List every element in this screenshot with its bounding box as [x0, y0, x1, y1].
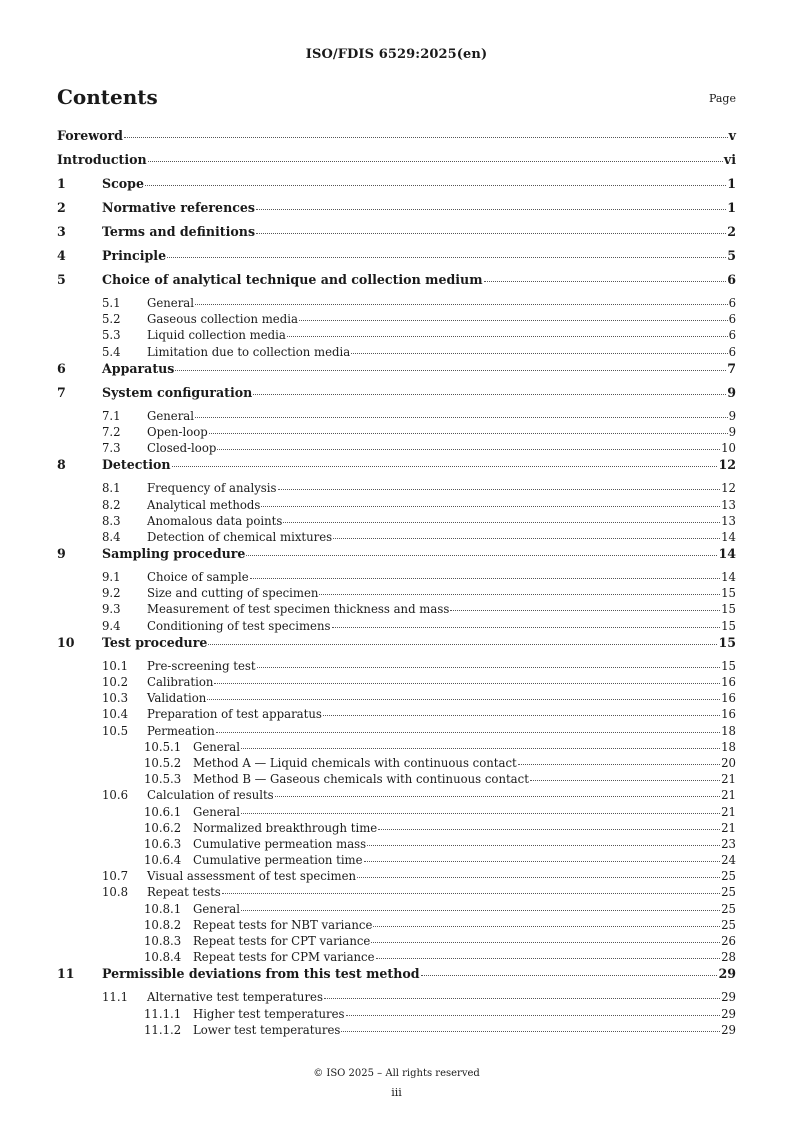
toc-entry-number: 5.3 [102, 328, 121, 343]
toc-entry-page: 29 [721, 1022, 736, 1037]
toc-entry-number: 10.8.2 [144, 917, 182, 932]
toc-entry-page: 29 [721, 1006, 736, 1021]
toc-entry[interactable] [57, 805, 736, 821]
toc-entry-title: Scope [102, 176, 144, 191]
toc-entry-page: 5 [727, 248, 736, 263]
toc-entry-page: 10 [721, 441, 736, 456]
toc-entry-title: Alternative test temperatures [147, 990, 323, 1005]
toc-entry[interactable] [57, 457, 736, 481]
toc-entry-title: General [193, 901, 240, 916]
toc-entry-page: 15 [718, 634, 736, 650]
toc-entry-number: 10.1 [102, 658, 129, 673]
toc-entry-number: 11 [57, 966, 75, 982]
dot-leader [367, 844, 720, 846]
toc-entry-number: 11.1 [102, 990, 129, 1005]
toc-entry[interactable] [57, 966, 736, 990]
toc-entry-number: 8.1 [102, 481, 121, 496]
toc-entry-number: 6 [57, 360, 66, 376]
toc-entry-page: 21 [721, 804, 736, 819]
dot-leader [275, 795, 720, 797]
toc-entry-number: 10.8.1 [144, 901, 182, 916]
toc-entry-title: Measurement of test specimen thickness and mass [147, 602, 450, 617]
toc-entry-title: General [193, 739, 240, 754]
toc-entry-number: 8.4 [102, 529, 121, 544]
toc-entry[interactable] [57, 530, 736, 546]
dot-leader [195, 416, 728, 418]
dot-leader [253, 393, 726, 395]
toc-entry[interactable] [57, 990, 736, 1006]
dot-leader [222, 892, 720, 894]
dot-leader [175, 369, 726, 371]
toc-entry-title: Permeation [147, 723, 215, 738]
dot-leader [256, 208, 726, 210]
dot-leader [246, 554, 717, 556]
table-of-contents [57, 128, 736, 1039]
toc-entry[interactable] [57, 481, 736, 497]
toc-entry-page: 15 [721, 602, 736, 617]
toc-entry[interactable] [57, 312, 736, 328]
toc-entry-page: 14 [721, 529, 736, 544]
dot-leader [148, 160, 723, 162]
toc-entry-page: 14 [718, 546, 736, 562]
toc-entry-page: 12 [721, 481, 736, 496]
toc-entry-number: 10 [57, 634, 75, 650]
dot-leader [208, 643, 717, 645]
toc-entry-title: Lower test temperatures [193, 1022, 341, 1037]
toc-entry-title: Pre-screening test [147, 658, 256, 673]
dot-leader [346, 1014, 721, 1016]
toc-entry-title: Normalized breakthrough time [193, 820, 378, 835]
document-id-header: ISO/FDIS 6529:2025(en) [305, 47, 488, 62]
dot-leader [283, 521, 720, 523]
toc-entry-page: 15 [721, 658, 736, 673]
dot-leader [241, 747, 720, 749]
toc-entry-number: 5 [57, 272, 66, 287]
toc-entry-page: 26 [721, 934, 736, 948]
toc-entry-title: Repeat tests for NBT variance [193, 917, 373, 932]
toc-entry[interactable] [57, 328, 736, 344]
toc-entry[interactable] [57, 1023, 736, 1039]
toc-entry-page: 9 [727, 384, 736, 400]
toc-entry-number: 10.6.4 [144, 853, 182, 868]
toc-entry[interactable] [57, 128, 736, 152]
toc-entry[interactable] [57, 853, 736, 869]
toc-entry[interactable] [57, 821, 736, 837]
toc-entry-number: 9.3 [102, 602, 121, 617]
toc-entry-page: 25 [721, 885, 736, 900]
dot-leader [373, 925, 720, 927]
toc-entry-number: 9.1 [102, 570, 121, 585]
dot-leader [241, 812, 720, 814]
toc-entry-number: 10.2 [102, 675, 129, 689]
toc-entry-number: 7 [57, 384, 66, 400]
toc-entry-title: Frequency of analysis [147, 481, 277, 496]
toc-entry-title: Normative references [102, 200, 256, 215]
dot-leader [145, 184, 726, 186]
toc-entry-page: 29 [718, 966, 736, 982]
toc-entry-page: 16 [721, 691, 736, 706]
dot-leader [299, 319, 728, 321]
toc-entry-title: Choice of sample [147, 570, 249, 585]
dot-leader [214, 682, 720, 684]
toc-entry-page: 9 [728, 424, 736, 439]
toc-entry-title: Detection of chemical mixtures [147, 529, 333, 544]
dot-leader [172, 465, 718, 467]
toc-entry[interactable] [57, 409, 736, 425]
toc-entry[interactable] [57, 224, 736, 248]
toc-entry-page: 25 [721, 901, 736, 916]
dot-leader [421, 974, 718, 976]
toc-entry[interactable] [57, 385, 736, 409]
dot-leader [484, 280, 727, 282]
toc-entry-page: 15 [721, 586, 736, 601]
toc-entry-page: 24 [721, 853, 736, 868]
toc-entry-page: 6 [728, 344, 736, 359]
toc-entry-title: Limitation due to collection media [147, 344, 351, 359]
page-title: Contents [57, 85, 158, 109]
toc-entry[interactable] [57, 675, 736, 691]
toc-entry-title: Repeat tests for CPM variance [193, 950, 375, 965]
toc-entry-title: General [147, 296, 194, 310]
toc-entry-title: General [193, 804, 240, 819]
toc-entry[interactable] [57, 837, 736, 853]
toc-entry-title: Detection [102, 457, 171, 473]
toc-entry[interactable] [57, 272, 736, 296]
toc-entry-number: 5.1 [102, 296, 121, 310]
toc-entry-number: 10.6.3 [144, 836, 182, 851]
toc-entry-page: 16 [721, 675, 736, 689]
toc-entry[interactable] [57, 570, 736, 586]
dot-leader [278, 488, 721, 490]
dot-leader [256, 232, 726, 234]
toc-entry-page: vi [723, 152, 736, 167]
toc-entry[interactable] [57, 296, 736, 312]
toc-entry[interactable] [57, 586, 736, 602]
dot-leader [530, 779, 720, 781]
dot-leader [319, 593, 720, 595]
toc-entry-title: Permissible deviations from this test method [102, 966, 420, 982]
dot-leader [167, 256, 726, 258]
dot-leader [323, 714, 720, 716]
toc-entry-number: 10.8 [102, 885, 129, 900]
dot-leader [376, 957, 721, 959]
toc-entry-number: 10.3 [102, 691, 129, 706]
dot-leader [257, 666, 721, 668]
toc-entry-title: Method A — Liquid chemicals with continuous contact [193, 755, 517, 770]
toc-entry[interactable] [57, 724, 736, 740]
toc-entry-number: 10.5.1 [144, 739, 182, 754]
toc-entry-title: Anomalous data points [147, 513, 283, 528]
toc-entry-title: Liquid collection media [147, 328, 286, 343]
toc-entry-number: 5.2 [102, 312, 121, 327]
toc-entry-number: 5.4 [102, 344, 121, 359]
toc-entry[interactable] [57, 498, 736, 514]
toc-entry-title: Conditioning of test specimens [147, 618, 331, 633]
toc-entry-page: 6 [728, 328, 736, 343]
toc-entry[interactable] [57, 441, 736, 457]
toc-entry[interactable] [57, 200, 736, 224]
toc-entry[interactable] [57, 425, 736, 441]
toc-entry-page: 23 [721, 836, 736, 851]
toc-entry[interactable] [57, 740, 736, 756]
toc-entry-number: 10.8.3 [144, 934, 182, 948]
toc-entry-title: Method B — Gaseous chemicals with continuous contact [193, 772, 529, 787]
toc-entry-title: Gaseous collection media [147, 312, 298, 327]
toc-entry-title: Visual assessment of test specimen [147, 869, 357, 884]
toc-entry[interactable] [57, 361, 736, 385]
toc-entry[interactable] [57, 934, 736, 950]
toc-entry-page: 7 [727, 360, 736, 376]
dot-leader [287, 335, 728, 337]
toc-entry-number: 9 [57, 546, 66, 562]
toc-entry-title: Size and cutting of specimen [147, 586, 319, 601]
toc-entry-number: 11.1.1 [144, 1006, 182, 1021]
toc-entry[interactable] [57, 635, 736, 659]
toc-entry-title: Cumulative permeation mass [193, 836, 367, 851]
toc-entry-page: 6 [728, 312, 736, 327]
toc-entry-page: 6 [727, 272, 736, 287]
toc-entry-number: 10.6 [102, 788, 129, 803]
toc-entry-title: Test procedure [102, 634, 208, 650]
dot-leader [450, 609, 720, 611]
toc-entry-title: Repeat tests [147, 885, 221, 900]
dot-leader [371, 941, 720, 943]
toc-entry-page: 9 [728, 408, 736, 423]
toc-entry[interactable] [57, 602, 736, 618]
dot-leader [261, 505, 720, 507]
toc-entry-page: 1 [727, 200, 736, 215]
toc-entry[interactable] [57, 869, 736, 885]
dot-leader [195, 303, 728, 305]
toc-entry-page: 21 [721, 788, 736, 803]
toc-entry-number: 2 [57, 200, 66, 215]
toc-entry-title: Open-loop [147, 424, 208, 439]
toc-entry[interactable] [57, 756, 736, 772]
toc-entry-number: 8.2 [102, 497, 121, 512]
toc-entry-title: Sampling procedure [102, 546, 246, 562]
toc-entry-page: 15 [721, 618, 736, 633]
toc-entry[interactable] [57, 772, 736, 788]
toc-entry-number: 7.1 [102, 408, 121, 423]
toc-entry[interactable] [57, 546, 736, 570]
toc-entry-title: Terms and definitions [102, 224, 256, 239]
toc-entry-title: Calculation of results [147, 788, 274, 803]
toc-entry[interactable] [57, 1007, 736, 1023]
dot-leader [378, 828, 720, 830]
dot-leader [207, 698, 720, 700]
dot-leader [364, 860, 721, 862]
toc-entry-title: Higher test temperatures [193, 1006, 345, 1021]
toc-entry[interactable] [57, 902, 736, 918]
toc-entry-title: Introduction [57, 152, 147, 167]
dot-leader [217, 448, 720, 450]
dot-leader [241, 909, 720, 911]
toc-entry[interactable] [57, 619, 736, 635]
dot-leader [216, 731, 720, 733]
toc-entry-title: General [147, 408, 194, 423]
toc-entry-number: 10.6.1 [144, 804, 182, 819]
toc-entry-number: 8 [57, 457, 66, 473]
toc-entry[interactable] [57, 950, 736, 966]
toc-entry-title: Preparation of test apparatus [147, 707, 322, 722]
toc-entry-title: Cumulative permeation time [193, 853, 363, 868]
toc-entry-page: 13 [721, 513, 736, 528]
toc-entry-page: 28 [721, 950, 736, 965]
dot-leader [518, 763, 720, 765]
toc-entry-number: 11.1.2 [144, 1022, 182, 1037]
toc-entry-page: 6 [728, 296, 736, 310]
toc-entry[interactable] [57, 248, 736, 272]
dot-leader [324, 997, 720, 999]
toc-entry[interactable] [57, 176, 736, 200]
toc-entry[interactable] [57, 659, 736, 675]
toc-entry-page: 16 [721, 707, 736, 722]
toc-entry[interactable] [57, 345, 736, 361]
toc-entry-page: 14 [721, 570, 736, 585]
toc-entry-number: 10.8.4 [144, 950, 182, 965]
toc-entry-title: Analytical methods [147, 497, 261, 512]
toc-entry-title: Principle [102, 248, 167, 263]
toc-entry-title: Validation [147, 691, 207, 706]
dot-leader [332, 626, 721, 628]
toc-entry-page: 13 [721, 497, 736, 512]
toc-entry-page: 18 [721, 723, 736, 738]
toc-entry-page: 29 [721, 990, 736, 1005]
toc-entry-number: 1 [57, 176, 66, 191]
toc-entry-title: Closed-loop [147, 441, 217, 456]
toc-entry-number: 10.7 [102, 869, 129, 884]
page-number: iii [391, 1086, 402, 1099]
toc-entry-page: 1 [727, 176, 736, 191]
toc-entry-page: 25 [721, 869, 736, 884]
dot-leader [357, 876, 720, 878]
toc-entry-number: 9.2 [102, 586, 121, 601]
toc-entry-page: v [728, 128, 736, 143]
toc-entry-title: Choice of analytical technique and collection medium [102, 272, 483, 287]
toc-entry[interactable] [57, 918, 736, 934]
dot-leader [333, 537, 720, 539]
toc-entry-page: 12 [718, 457, 736, 473]
toc-entry-number: 10.4 [102, 707, 129, 722]
toc-entry-number: 4 [57, 248, 66, 263]
toc-entry[interactable] [57, 691, 736, 707]
toc-entry[interactable] [57, 788, 736, 804]
toc-entry-title: Repeat tests for CPT variance [193, 934, 371, 948]
toc-entry-number: 10.5.3 [144, 772, 182, 787]
toc-entry[interactable] [57, 885, 736, 901]
toc-entry-title: Apparatus [102, 360, 175, 376]
toc-entry[interactable] [57, 152, 736, 176]
toc-entry-number: 10.6.2 [144, 820, 182, 835]
toc-entry-page: 20 [721, 755, 736, 770]
copyright-footer: © ISO 2025 – All rights reserved [313, 1068, 480, 1079]
toc-entry-page: 25 [721, 917, 736, 932]
dot-leader [209, 432, 728, 434]
toc-entry-page: 21 [721, 772, 736, 787]
toc-entry-number: 7.3 [102, 441, 121, 456]
toc-entry[interactable] [57, 514, 736, 530]
toc-entry-title: System configuration [102, 384, 253, 400]
dot-leader [250, 577, 720, 579]
toc-entry-number: 3 [57, 224, 66, 239]
page-column-label: Page [708, 92, 736, 105]
toc-entry-number: 7.2 [102, 424, 121, 439]
toc-entry[interactable] [57, 707, 736, 723]
dot-leader [124, 136, 728, 138]
toc-entry-title: Foreword [57, 128, 123, 143]
toc-entry-page: 21 [721, 820, 736, 835]
toc-entry-number: 8.3 [102, 513, 121, 528]
toc-entry-page: 18 [721, 739, 736, 754]
toc-entry-page: 2 [727, 224, 736, 239]
dot-leader [351, 352, 727, 354]
toc-entry-title: Calibration [147, 675, 214, 689]
dot-leader [341, 1030, 720, 1032]
toc-entry-number: 10.5 [102, 723, 129, 738]
toc-entry-number: 10.5.2 [144, 755, 182, 770]
toc-entry-number: 9.4 [102, 618, 121, 633]
